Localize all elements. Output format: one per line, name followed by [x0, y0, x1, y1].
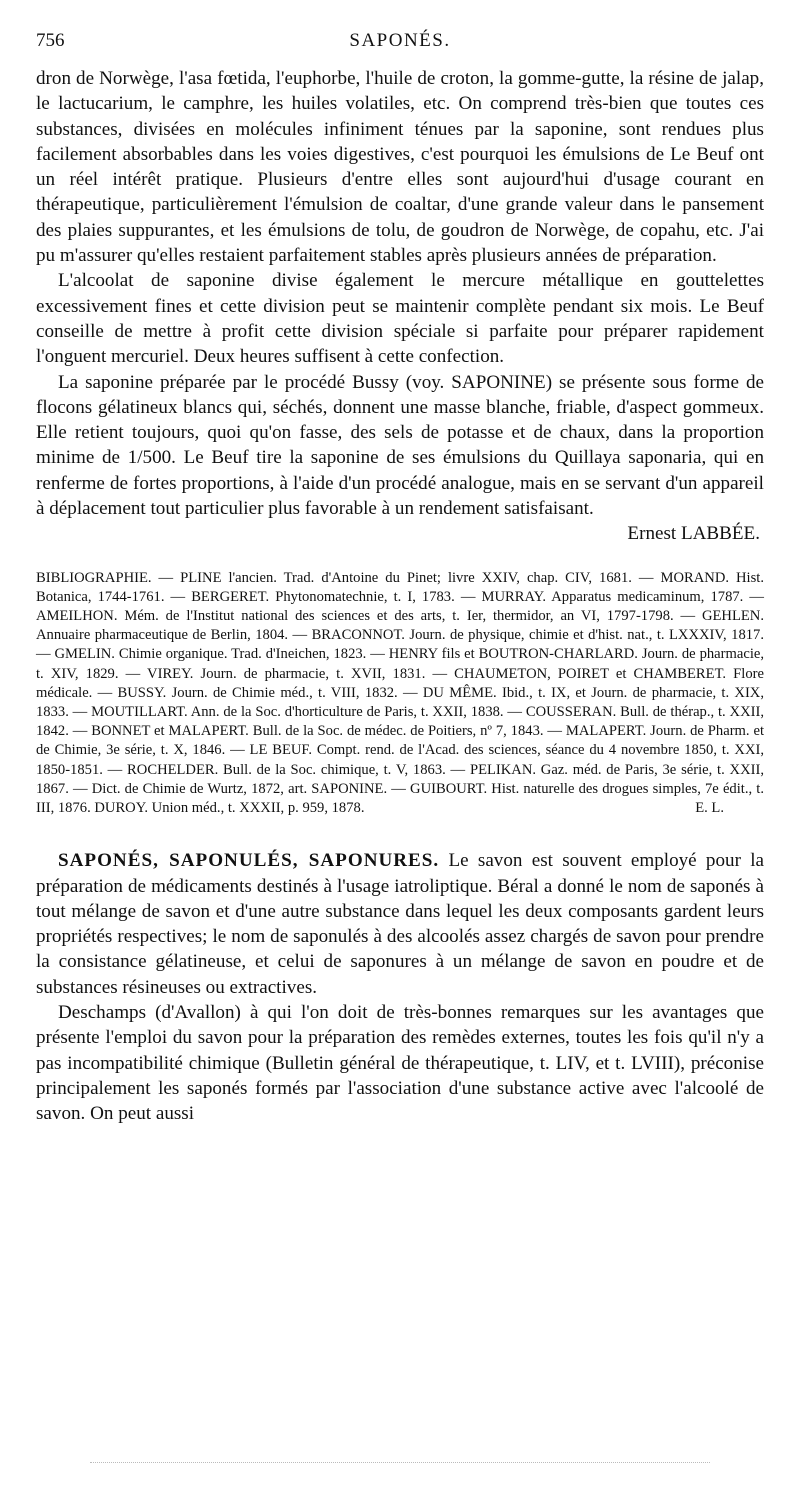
- main-text: [36, 66, 764, 1127]
- page-bottom-rule: [90, 1462, 710, 1463]
- paragraph-saponine-preparation: La saponine préparée par le procédé Bussy (voy. SAPONINE) se présente sous forme de flocons gélatineux blancs qui, séchés, donnent une masse blanche, friable, d'aspect gommeux. Elle retient toujours, quoi qu'on fasse, des sels de potasse et de chaux, dans la proportion minime de 1/500. Le Beuf tire la saponine de ses émulsions du Quillaya saponaria, qui en renferme de fortes proportions, à l'aide d'un procédé analogue, mais en se servant d'un appareil à déplacement tout particulier plus favorable à un rendement satisfaisant.: [36, 371, 764, 520]
- bibliography: BIBLIOGRAPHIE. — PLINE l'ancien. Trad. d'Antoine du Pinet; livre XXIV, chap. CIV, 1681. — MORAND. Hist. Botanica, 1744-1761. — BERGERET. Phytonomatechnie, t. I, 1783. — MURRAY. Apparatus medicaminum, 1787. — AMEILHON. Mém. de l'Institut national des sciences et des arts, t. Ier, thermidor, an VI, 1797-1798. — GEHLEN. Annuaire pharmaceutique de Berlin, 1804. — BRACONNOT. Journ. de physique, chimie et d'hist. nat., t. LXXXIV, 1817. — GMELIN. Chimie organique. Trad. d'Ineichen, 1823. — HENRY fils et BOUTRON-CHARLARD. Journ. de pharmacie, t. XIV, 1829. — VIREY. Journ. de pharmacie, t. XVII, 1831. — CHAUMETON, POIRET et CHAMBERET. Flore médicale. — BUSSY. Journ. de Chimie méd., t. VIII, 1832. — DU MÊME. Ibid., t. IX, et Journ. de pharmacie, t. XIX, 1833. — MOUTILLART. Ann. de la Soc. d'horticulture de Paris, t. XXII, 1838. — COUSSERAN. Bull. de thérap., t. XXII, 1842. — BONNET et MALAPERT. Bull. de la Soc. de médec. de Poitiers, nº 7, 1843. — MALAPERT. Journ. de Pharm. et de Chimie, 3e série, t. X, 1846. — LE BEUF. Compt. rend. de l'Acad. des sciences, séance du 4 novembre 1850, t. XXI, 1850-1851. — ROCHELDER. Bull. de la Soc. chimique, t. V, 1863. — PELIKAN. Gaz. méd. de Paris, 3e série, t. XXII, 1867. — Dict. de Chimie de Wurtz, 1872, art. SAPONINE. — GUIBOURT. Hist. naturelle des drogues simples, 7e édit., t. III, 1876. DUROY. Union méd., t. XXXII, p. 959, 1878.: [36, 569, 764, 817]
- paragraph-continued: dron de Norwège, l'asa fœtida, l'euphorbe, l'huile de croton, la gomme-gutte, la résine de jalap, le lactucarium, le camphre, les huiles volatiles, etc. On comprend très-bien que toutes ces substances, divisées en molécules infiniment ténues par la saponine, sont rendues plus facilement absorbables dans les voies digestives, c'est pourquoi les émulsions de Le Beuf ont un réel intérêt pratique. Plusieurs d'entre elles sont aujourd'hui d'usage courant en thérapeutique, particulièrement l'émulsion de coaltar, d'une grande valeur dans le pansement des plaies suppurantes, et les émulsions de tolu, de goudron de Norwège, de copahu, etc. J'ai pu m'assurer qu'elles restaient parfaitement stables après plusieurs années de préparation.: [36, 68, 764, 267]
- author-signature: Ernest LABBÉE.: [627, 523, 760, 545]
- bibliography-initials: E. L.: [695, 800, 724, 817]
- entry-heading: SAPONÉS, SAPONULÉS, SAPONURES.: [58, 850, 440, 872]
- paragraph-alcoolat: L'alcoolat de saponine divise également le mercure métallique en gouttelettes excessivement fines et cette division peut se maintenir complète pendant six mois. Le Beuf conseille de mettre à profit cette division spéciale si parfaite pour préparer rapidement l'onguent mercuriel. Deux heures suffisent à cette confection.: [36, 270, 764, 368]
- running-title: SAPONÉS.: [349, 30, 451, 51]
- paragraph-deschamps: Deschamps (d'Avallon) à qui l'on doit de très-bonnes remarques sur les avantages que présente l'emploi du savon pour la préparation des remèdes externes, toutes les fois qu'il n'y a pas incompatibilité chimique (Bulletin général de thérapeutique, t. LIV, et t. LVIII), préconise principalement les saponés formés par l'association d'une substance active avec l'alcoolé de savon. On peut aussi: [36, 1002, 764, 1125]
- entry-saponés: [36, 848, 764, 1000]
- entry-intro-text: Le savon est souvent employé pour la préparation de médicaments destinés à l'usage iatroliptique. Béral a donné le nom de saponés à tout mélange de savon et d'une autre substance dans lequel les deux composants gardent leurs propriétés respectives; le nom de saponulés à des alcoolés assez chargés de savon pour prendre la consistance gélatineuse, et celui de saponures à un mélange de savon en poudre et de substances résineuses ou extractives.: [36, 850, 764, 998]
- page-number: 756: [36, 30, 65, 51]
- page-header: [36, 30, 764, 56]
